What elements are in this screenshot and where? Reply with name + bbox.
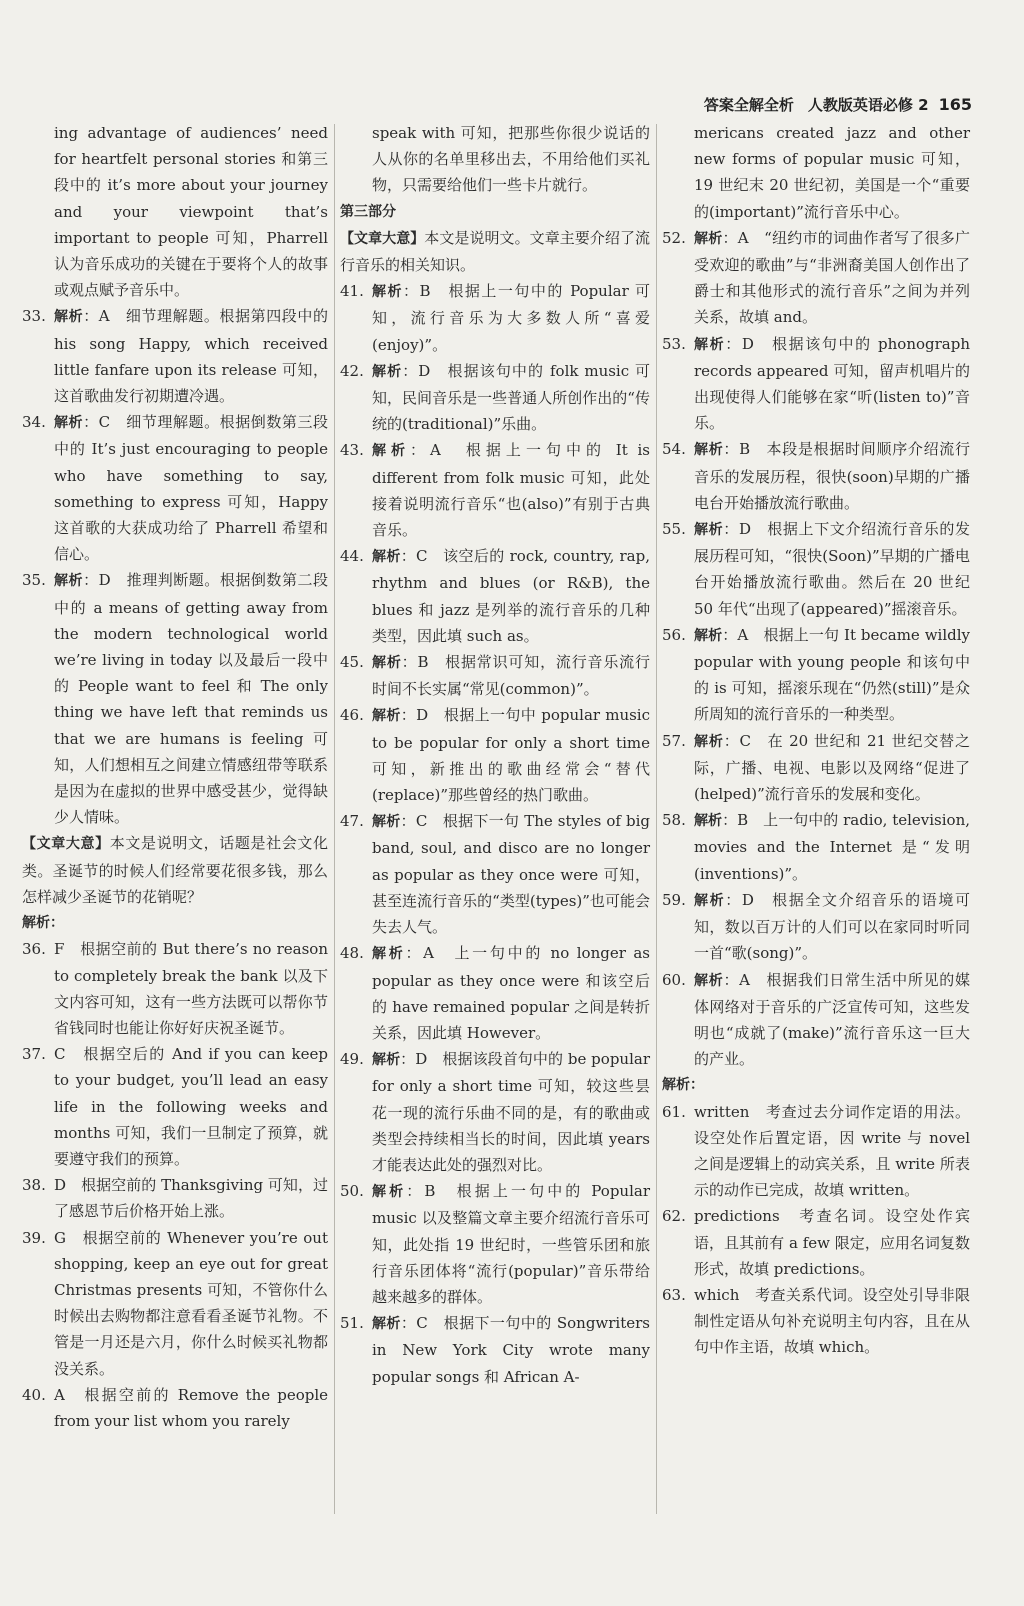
- answer-62: [662, 1203, 970, 1282]
- answer-33: [22, 303, 328, 409]
- answer-40: [22, 1382, 328, 1434]
- answer-35: [22, 567, 328, 830]
- question-number: 60.: [662, 970, 686, 989]
- answer-37: [22, 1041, 328, 1172]
- summary: [340, 225, 650, 278]
- answer-label: 解析: [694, 522, 724, 539]
- question-number: 61.: [662, 1102, 686, 1121]
- answer-text: F 根据空前的 But there’s no reason to completely break the bank 以及下文内容可知，这有一些方法既可以帮你节省钱同时也能让你好好庆祝圣诞节。: [54, 940, 328, 1037]
- summary: [22, 830, 328, 910]
- answer-52: [662, 225, 970, 331]
- answer-55: [662, 516, 970, 622]
- column-2: [340, 120, 650, 1390]
- question-number: 34.: [22, 413, 46, 432]
- column-divider: [334, 124, 335, 1514]
- answer-60: [662, 967, 970, 1073]
- answer-label: 解析: [694, 230, 723, 247]
- question-number: 41.: [340, 282, 364, 301]
- answer-label: 解析: [694, 892, 726, 909]
- answer-label: 解析: [372, 946, 406, 963]
- answer-text: which 考查关系代词。设空处引导非限制性定语从句补充说明主句内容，且在从句中作主语，故填 which。: [694, 1285, 970, 1357]
- page-header: [704, 92, 972, 118]
- answer-label: 解析: [372, 655, 402, 672]
- answer-label: 解析: [694, 627, 723, 644]
- answer-label: 解析: [372, 708, 401, 725]
- answer-57: [662, 728, 970, 808]
- answer-58: [662, 807, 970, 887]
- answer-text: ：C 根据下一句 The styles of big band, soul, and disco are no longer as popular as they once were 可知，甚至连流行音乐的“类型(types)”也可能会失去人气。: [372, 812, 651, 937]
- answer-text: ：D 根据该句中的 folk music 可知，民间音乐是一些普通人所创作出的“传统的(traditional)”乐曲。: [372, 361, 650, 434]
- question-number: 38.: [22, 1176, 46, 1195]
- answer-text: predictions 考查名词。设空处作宾语，且其前有 a few 限定，应用名词复数形式，故填 predictions。: [694, 1207, 970, 1278]
- answer-45: [340, 649, 650, 702]
- answer-42: [340, 358, 650, 438]
- question-number: 49.: [340, 1050, 364, 1069]
- answer-text: ：D 根据上下文介绍流行音乐的发展历程可知，“很快(Soon)”早期的广播电台开始播放流行歌曲。然后在 20 世纪 50 年代“出现了(appeared)”摇滚音乐。: [694, 520, 971, 618]
- question-number: 46.: [340, 706, 364, 725]
- answer-text: D 根据空前的 Thanksgiving 可知，过了感恩节后价格开始上涨。: [54, 1176, 328, 1221]
- answer-label: 解析: [372, 284, 403, 301]
- continued-text: speak with 可知，把那些你很少说话的人从你的名单里移出去，不用给他们买礼物，只需要给他们一些卡片就行。: [372, 124, 650, 195]
- analysis-heading: 解析：: [662, 1077, 704, 1094]
- answer-label: 解析: [54, 573, 84, 590]
- question-number: 55.: [662, 520, 686, 539]
- answer-text: ：A 根据上一句中的 It is different from folk music 可知，此处接着说明流行音乐“也(also)”有别于古典音乐。: [372, 441, 650, 540]
- answer-label: 解析: [694, 972, 724, 989]
- answer-text: ：B 上一句中的 radio, television, movies and the Internet 是“发明(inventions)”。: [694, 811, 970, 883]
- answer-47: [340, 808, 650, 940]
- answer-43: [340, 437, 650, 543]
- answer-39: [22, 1225, 328, 1382]
- question-number: 54.: [662, 440, 686, 459]
- answer-54: [662, 436, 970, 516]
- answer-label: 解析: [372, 363, 403, 380]
- answer-label: 解析: [54, 309, 84, 326]
- answer-56: [662, 622, 970, 728]
- answer-text: ：D 根据全文介绍音乐的语境可知，数以百万计的人们可以在家同时听同一首“歌(song)”。: [694, 890, 971, 963]
- answer-text: ：B 根据上一句中的 Popular music 以及整篇文章主要介绍流行音乐可知，此处指 19 世纪时，一些管乐团和旅行音乐团体将“流行(popular)”音乐带给越来越多的群体。: [372, 1182, 650, 1306]
- answer-text: ：A 上一句中的 no longer as popular as they once were 和该空后的 have remained popular 之间是转折关系，因此填 However。: [372, 944, 651, 1042]
- analysis-heading: 解析：: [22, 915, 64, 932]
- answer-46: [340, 702, 650, 808]
- question-number: 39.: [22, 1228, 46, 1247]
- question-number: 57.: [662, 731, 686, 750]
- question-number: 48.: [340, 944, 364, 963]
- answer-text: ：B 根据常识可知，流行音乐流行时间不长实属“常见(common)”。: [372, 653, 651, 699]
- question-number: 63.: [662, 1285, 686, 1304]
- answer-text: written 考查过去分词作定语的用法。设空处作后置定语，因 write 与 novel 之间是逻辑上的动宾关系，且 write 所表示的动作已完成，故填 written。: [694, 1102, 970, 1200]
- answer-36: [22, 936, 328, 1041]
- question-number: 59.: [662, 890, 686, 909]
- answer-38: [22, 1172, 328, 1224]
- question-number: 37.: [22, 1045, 46, 1064]
- question-number: 43.: [340, 441, 364, 460]
- question-number: 40.: [22, 1385, 46, 1404]
- summary-text: 本文是说明文。文章主要介绍了流行音乐的相关知识。: [340, 228, 650, 275]
- answer-34: [22, 409, 328, 567]
- answer-text: ：C 在 20 世纪和 21 世纪交替之际，广播、电视、电影以及网络“促进了(helped)”流行音乐的发展和变化。: [694, 731, 970, 804]
- answer-text: ：A “纽约市的词曲作者写了很多广受欢迎的歌曲”与“非洲裔美国人创作出了爵士和其他形式的流行音乐”之间为并列关系，故填 and。: [694, 228, 970, 327]
- part-heading: 第三部分: [340, 203, 396, 220]
- answer-53: [662, 331, 970, 437]
- answer-text: ：B 本段是根据时间顺序介绍流行音乐的发展历程，很快(soon)早期的广播电台开始播放流行歌曲。: [694, 440, 971, 512]
- answer-text: ：C 根据下一句中的 Songwriters in New York City wrote many popular songs 和 African A-: [372, 1314, 651, 1386]
- question-number: 56.: [662, 625, 686, 644]
- question-number: 33.: [22, 307, 46, 326]
- answer-50: [340, 1178, 650, 1310]
- answer-text: A 根据空前的 Remove the people from your list whom you rarely: [54, 1385, 328, 1430]
- answer-text: ：D 根据该句中的 phonograph records appeared 可知，留声机唱片的出现使得人们能够在家“听(listen to)”音乐。: [694, 334, 971, 433]
- answer-59: [662, 887, 970, 967]
- continued-text: mericans created jazz and other new forms of popular music 可知，19 世纪末 20 世纪初，美国是一个“重要的(important)”流行音乐中心。: [694, 124, 970, 221]
- question-number: 62.: [662, 1207, 686, 1226]
- answer-49: [340, 1046, 650, 1178]
- answer-text: ：A 根据上一句 It became wildly popular with young people 和该句中的 is 可知，摇滚乐现在“仍然(still)”是众所周知的流行音乐的一种类型。: [694, 625, 971, 724]
- answer-label: 解析: [372, 814, 401, 831]
- page-number: 165: [938, 95, 972, 114]
- answer-label: 解析: [372, 1184, 407, 1201]
- answer-label: 解析: [694, 336, 726, 353]
- column-3: [662, 120, 970, 1361]
- question-number: 51.: [340, 1314, 364, 1333]
- answer-text: ：D 根据上一句中 popular music to be popular for only a short time 可知，新推出的歌曲经常会“替代(replace)”那些曾经的热门歌曲。: [372, 706, 650, 805]
- answer-44: [340, 543, 650, 649]
- answer-48: [340, 940, 650, 1046]
- header-subtitle: 人教版英语必修 2: [807, 96, 929, 114]
- answer-label: 解析: [694, 733, 724, 750]
- answer-text: ：A 细节理解题。根据第四段中的 his song Happy, which received little fanfare upon its release 可知，这首歌曲发行初期遭冷遇。: [54, 307, 328, 406]
- answer-text: ：C 细节理解题。根据倒数第三段中的 It’s just encouraging to people who have something to say, something to express 可知，Happy 这首歌的大获成功给了 Pharrell 希望和信心。: [54, 413, 328, 564]
- question-number: 58.: [662, 811, 686, 830]
- answer-label: 解析: [372, 549, 401, 566]
- header-title: 答案全解全析: [703, 96, 794, 114]
- question-number: 42.: [340, 361, 364, 380]
- summary-text: 本文是说明文，话题是社会文化类。圣诞节的时候人们经常要花很多钱，那么怎样减少圣诞节的花销呢？: [22, 834, 328, 906]
- summary-label: 【文章大意】: [340, 230, 425, 247]
- summary-label: 【文章大意】: [22, 836, 110, 853]
- answer-text: G 根据空前的 Whenever you’re out shopping, keep an eye out for great Christmas presents 可知，不管你什么时候出去购物都注意看看圣诞节礼物。不管是一月还是六月，你什么时候买礼物都没关系。: [54, 1228, 328, 1378]
- answer-text: ：C 该空后的 rock, country, rap, rhythm and blues (or R&B), the blues 和 jazz 是列举的流行音乐的几种类型，因此填 such as。: [372, 547, 650, 645]
- question-number: 53.: [662, 334, 686, 353]
- answer-label: 解析: [372, 443, 411, 460]
- answer-63: [662, 1282, 970, 1361]
- answer-label: 解析: [694, 813, 723, 830]
- answer-label: 解析: [54, 415, 84, 432]
- question-number: 47.: [340, 812, 364, 831]
- answer-51: [340, 1310, 650, 1390]
- answer-label: 解析: [372, 1316, 401, 1333]
- question-number: 50.: [340, 1182, 364, 1201]
- question-number: 44.: [340, 547, 364, 566]
- column-1: [22, 120, 328, 1434]
- answer-text: ：B 根据上一句中的 Popular 可知，流行音乐为大多数人所“喜爱(enjoy)”。: [372, 282, 651, 354]
- question-number: 52.: [662, 228, 686, 247]
- answer-text: ：A 根据我们日常生活中所见的媒体网络对于音乐的广泛宣传可知，这些发明也“成就了(make)”流行音乐这一巨大的产业。: [694, 970, 970, 1069]
- column-divider: [656, 124, 657, 1514]
- question-number: 35.: [22, 571, 46, 590]
- question-number: 45.: [340, 653, 364, 672]
- question-number: 36.: [22, 940, 46, 959]
- answer-61: [662, 1099, 970, 1204]
- answer-label: 解析: [694, 442, 724, 459]
- answer-text: C 根据空后的 And if you can keep to your budget, you’ll lead an easy life in the following weeks and months 可知，我们一旦制定了预算，就要遵守我们的预算。: [54, 1045, 328, 1168]
- continued-text: ing advantage of audiences’ need for heartfelt personal stories 和第三段中的 it’s more about your journey and your viewpoint that’s important to people 可知，Pharrell 认为音乐成功的关键在于要将个人的故事或观点赋予音乐中。: [54, 124, 328, 300]
- answer-text: ：D 推理判断题。根据倒数第二段中的 a means of getting away from the modern technological world we’re living in today 以及最后一段中的 People want to feel 和 The only thing we have left that reminds us that we are humans is feeling 可知，人们想相互之间建立情感纽带等联系是因为在虚拟的世界中感受甚少，觉得缺少人情味。: [54, 571, 329, 827]
- answer-label: 解析: [372, 1052, 401, 1069]
- answer-41: [340, 278, 650, 358]
- answer-text: ：D 根据该段首句中的 be popular for only a short time 可知，较这些昙花一现的流行乐曲不同的是，有的歌曲或类型会持续相当长的时间，因此填 years 才能表达此处的强烈对比。: [372, 1050, 650, 1174]
